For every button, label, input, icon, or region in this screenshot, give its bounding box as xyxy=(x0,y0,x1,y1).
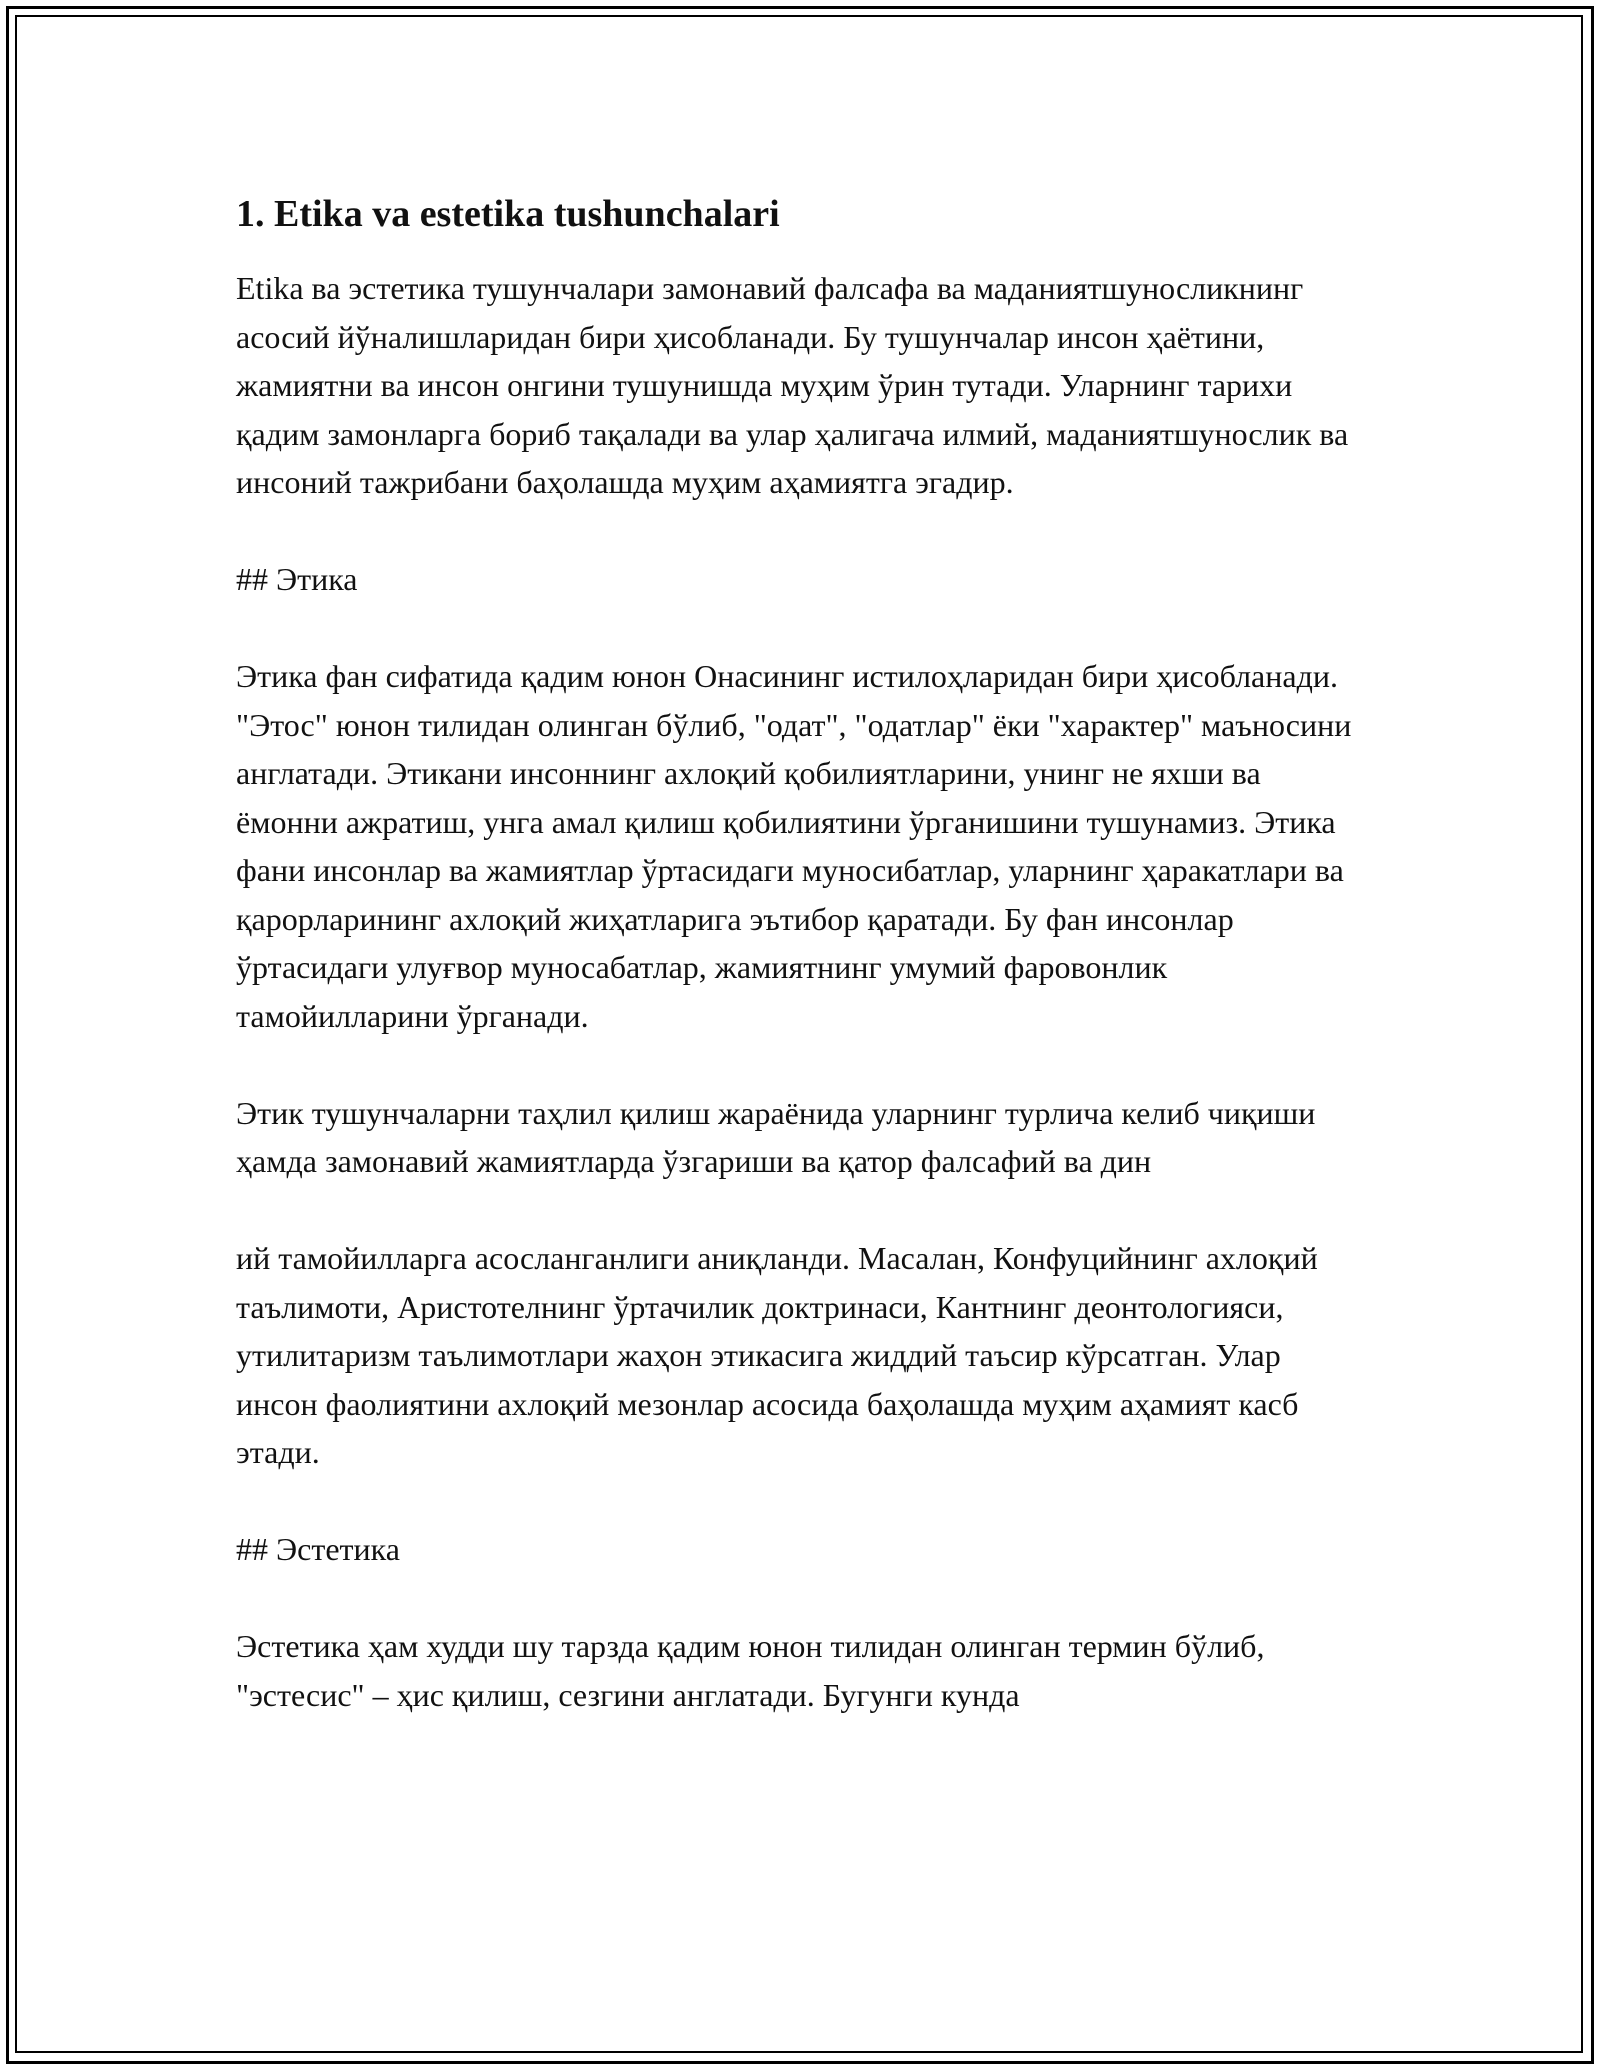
intro-paragraph: Etіka ва эстетика тушунчалари замонавий фалсафа ва маданиятшуносликнинг асосий йўналишларидан бири ҳисобланади. Бу тушунчалар инсон ҳаётини, жамиятни ва инсон онгини тушунишда муҳим ўрин тутади. Уларнинг тарихи қадим замонларга бориб тақалади ва улар ҳалигача илмий, маданиятшунослик ва инсоний тажрибани баҳолашда муҳим аҳамиятга эгадир. xyxy=(236,270,1349,500)
spacer xyxy=(236,242,1366,264)
ethics-paragraph-3: ий тамойилларга асосланганлиги аниқланди. Масалан, Конфуцийнинг ахлоқий таълимоти, Аристотелнинг ўртачилик доктринаси, Кантнинг деонтологияси, утилитаризм таълимотлари жаҳон этикасига жиддий таъсир кўрсатган. Улар инсон фаолиятини ахлоқий мезонлар асосида баҳолашда муҳим аҳамият касб этади. xyxy=(236,1240,1318,1470)
spacer xyxy=(236,507,1366,556)
document-body xyxy=(236,186,1366,1719)
spacer xyxy=(236,1186,1366,1235)
spacer xyxy=(236,1574,1366,1623)
ethics-heading: ## Этика xyxy=(236,561,358,597)
document-title: 1. Etika va estetika tushunchalari xyxy=(236,193,780,235)
spacer xyxy=(236,1040,1366,1089)
spacer xyxy=(236,604,1366,653)
ethics-paragraph-1: Этика фан сифатида қадим юнон Онасининг истилоҳларидан бири ҳисобланади. "Этос" юнон тилидан олинган бўлиб, "одат", "одатлар" ёки "характер" маъносини англатади. Этикани инсоннинг ахлоқий қобилиятларини, унинг не яхши ва ёмонни ажратиш, унга амал қилиш қобилиятини ўрганишини тушунамиз. Этика фани инсонлар ва жамиятлар ўртасидаги муносибатлар, уларнинг ҳаракатлари ва қарорларининг ахлоқий жиҳатларига эътибор қаратади. Бу фан инсонлар ўртасидаги улуғвор муносабатлар, жамиятнинг умумий фаровонлик тамойилларини ўрганади. xyxy=(236,658,1352,1034)
aesthetics-heading: ## Эстетика xyxy=(236,1531,400,1567)
ethics-paragraph-2: Этик тушунчаларни таҳлил қилиш жараёнида уларнинг турлича келиб чиқиши ҳамда замонавий жамиятларда ўзгариши ва қатор фалсафий ва дин xyxy=(236,1094,1316,1179)
spacer xyxy=(236,1477,1366,1526)
aesthetics-paragraph-1: Эстетика ҳам худди шу тарзда қадим юнон тилидан олинган термин бўлиб, "эстесис" – ҳис қилиш, сезгини англатади. Бугунги кунда xyxy=(236,1628,1265,1713)
